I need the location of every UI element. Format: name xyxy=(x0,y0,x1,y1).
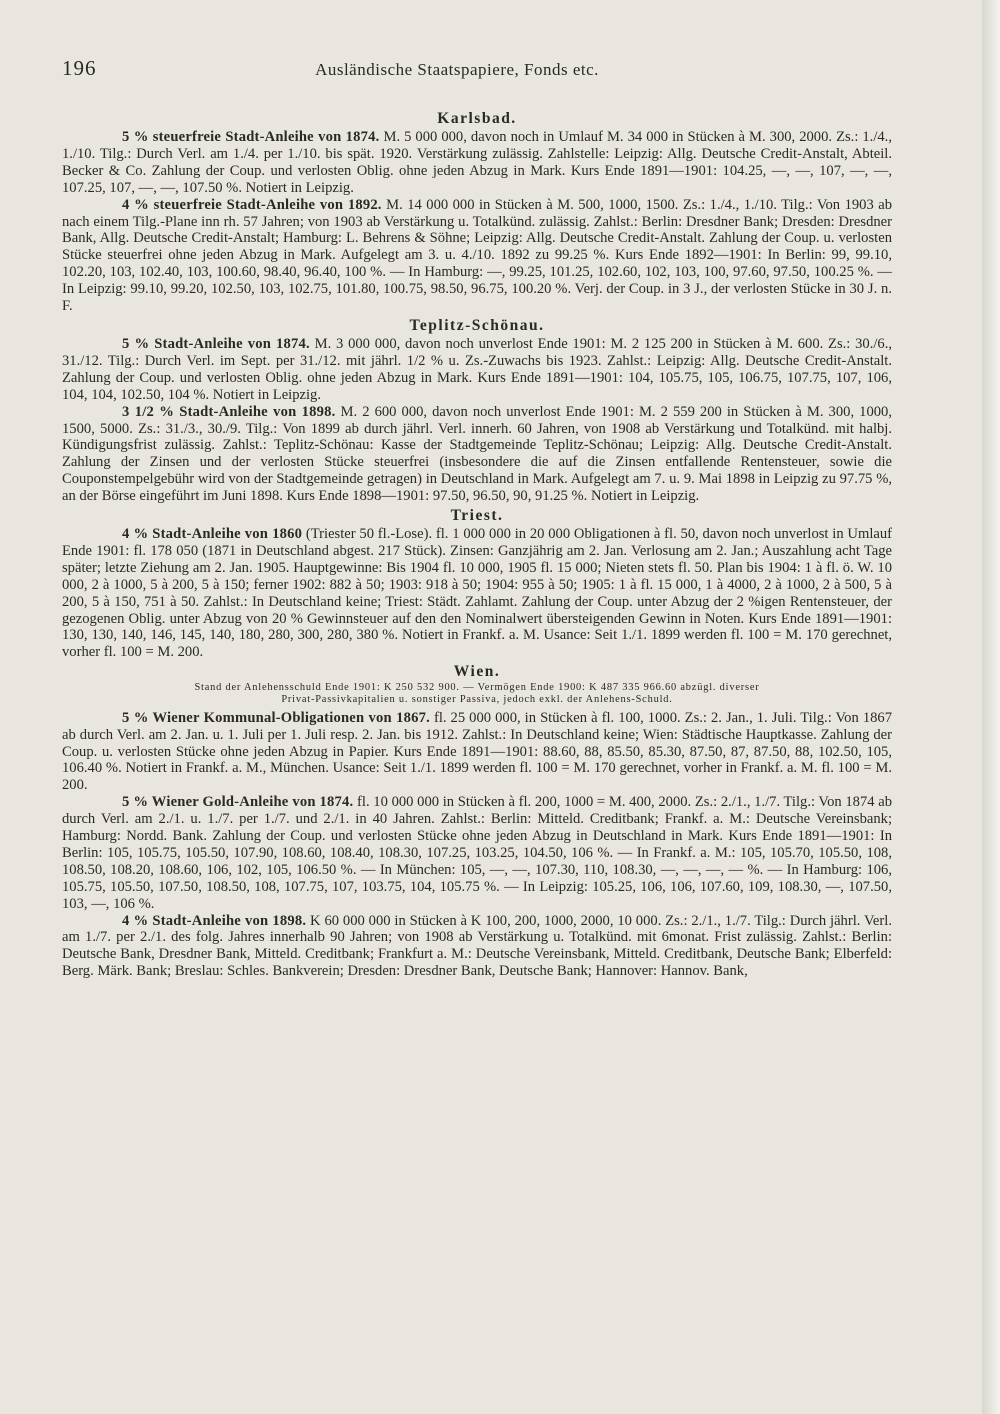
bond-title: 4 % steuerfreie Stadt-Anleihe von 1892. xyxy=(122,196,382,213)
bond-entry xyxy=(62,526,892,661)
section-triest xyxy=(62,507,892,661)
bond-text: K 60 000 000 in Stücken à K 100, 200, 1000, 2000, 10 000. Zs.: 2./1., 1./7. Tilg.: Durch jährl. Verl. am 1./7. per 2./1. des folg. Jahres innerhalb 90 Jahren; von 1908 ab Verstärkung u. Totalkünd. mit 6monat. Frist zulässig. Zahlst.: Berlin: Deutsche Bank, Dresdner Bank, Mitteld. Creditbank; Frankfurt a. M.: Deutsche Vereinsbank, Mitteld. Creditbank, Deutsche Bank; Elberfeld: Berg. Märk. Bank; Breslau: Schles. Bankverein; Dresden: Dresdner Bank, Deutsche Bank; Hannover: Hannov. Bank, xyxy=(62,912,892,980)
bond-entry xyxy=(62,336,892,404)
section-wien xyxy=(62,663,892,980)
running-title: Ausländische Staatspapiere, Fonds etc. xyxy=(315,60,599,79)
section-title: Triest. xyxy=(450,507,504,525)
bond-title: 3 1/2 % Stadt-Anleihe von 1898. xyxy=(122,403,336,420)
section-title: Karlsbad. xyxy=(437,110,517,127)
bond-title: 5 % Wiener Gold-Anleihe von 1874. xyxy=(122,794,354,811)
bond-text: M. 5 000 000, davon noch in Umlauf M. 34 000 in Stücken à M. 300, 2000. Zs.: 1./4., 1./10. Tilg.: Durch Verl. am 1./4. per 1./10. bis spät. 1920. Verstärkung zulässig. Zahlstelle: Leipzig: Allg. Deutsche Credit-Anstalt, Abteil. Becker & Co. Zahlung der Coup. und verlosten Oblig. ohne jeden Abzug in Mark. Kurs Ende 1891—1901: 104.25, —, —, 107, —, —, 107.25, 107, —, —, 107.50 %. Notiert in Leipzig. xyxy=(62,129,892,196)
bond-entry xyxy=(62,404,892,505)
bond-entry xyxy=(62,129,892,197)
bond-text: M. 2 600 000, davon noch unverlost Ende 1901: M. 2 559 200 in Stücken à M. 300, 1000, 1500, 5000. Zs.: 31./3., 30./9. Tilg.: Von 1899 ab durch jährl. Verl. innerh. 60 Jahren, von 1908 ab Verstärkung und Totalkünd. mit halbj. Kündigungsfrist zulässig. Zahlst.: Teplitz-Schönau: Kasse der Stadtgemeinde Teplitz-Schönau; Leipzig: Allg. Deutsche Credit-Anstalt. Zahlung der Zinsen und der verlosten Stücke steuerfrei (insbesondere die auf die Zinsen entfallende Rentensteuer, sowie die Couponstempelgebühr wird von der Stadtgemeinde getragen) in Deutschland in Mark. Aufgelegt am 7. u. 9. Mai 1898 in Leipzig zu 97.75 %, an der Börse eingeführt im Juni 1898. Kurs Ende 1898—1901: 97.50, 96.50, 90, 91.25 %. Notiert in Leipzig. xyxy=(62,403,892,505)
bond-text: M. 3 000 000, davon noch unverlost Ende 1901: M. 2 125 200 in Stücken à M. 600. Zs.: 30./6., 31./12. Tilg.: Durch Verl. im Sept. per 31./12. mit jährl. 1/2 % u. Zs.-Zuwachs bis 1923. Zahlst.: Leipzig: Allg. Deutsche Credit-Anstalt. Zahlung der Coup. und verlosten Oblig. ohne jeden Abzug in Mark. Kurs Ende 1891—1901: 104, 105.75, 105, 106.75, 107.75, 107, 106, 104, 104, 102.50, 104 %. Notiert in Leipzig. xyxy=(62,335,892,403)
bond-entry xyxy=(62,913,892,981)
page-number: 196 xyxy=(62,56,97,80)
section-title: Wien. xyxy=(453,663,501,681)
bond-title: 4 % Stadt-Anleihe von 1860 xyxy=(122,526,303,543)
bond-entry xyxy=(62,197,892,315)
bond-text: fl. 10 000 000 in Stücken à fl. 200, 1000 = M. 400, 2000. Zs.: 2./1., 1./7. Tilg.: Von 1874 ab durch Verl. am 2./1. u. 1./7. per 1./7. und 2./1. in 40 Jahren. Zahlst.: Berlin: Mitteld. Creditbank; Frankf. a. M.: Deutsche Vereinsbank; Hamburg: Nordd. Bank. Zahlung der Coup. und verlosten Stücke ohne jeden Abzug in Deutschland in Mark. Kurs Ende 1891—1901: In Berlin: 105, 105.75, 105.50, 107.90, 108.60, 108.40, 108.30, 107.25, 103.25, 104.50, 106 %. — In Frankf. a. M.: 105, 105.70, 105.50, 108, 108.50, 108.20, 108.60, 106, 102, 105, 106.50 %. — In München: 105, —, —, 107.30, 110, 108.30, —, —, —, — %. — In Hamburg: 106, 105.75, 105.50, 107.50, 108.50, 108, 107.75, 107, 103.75, 104, 105.75 %. — In Leipzig: 105.25, 106, 106, 107.60, 109, 108.30, —, 107.50, 103, —, 106 %. xyxy=(62,794,893,912)
bond-entry xyxy=(62,794,892,912)
note-line: Stand der Anlehensschuld Ende 1901: K 250 532 900. — Vermögen Ende 1900: K 487 335 966.60 abzügl. diverser xyxy=(194,682,760,694)
section-karlsbad xyxy=(62,110,892,315)
bond-text: (Triester 50 fl.-Lose). fl. 1 000 000 in 20 000 Obligationen à fl. 50, davon noch unverlost in Umlauf Ende 1901: fl. 178 050 (1871 in Deutschland abgest. 217 Stück). Zinsen: Ganzjährig am 2. Jan. Verlosung am 2. Jan.; Auszahlung acht Tage später; letzte Ziehung am 2. Jan. 1905. Hauptgewinne: Bis 1904 fl. 10 000, 1905 fl. 15 000; Nieten stets fl. 50. Plan bis 1904: 1 à fl. ö. W. 10 000, 2 à 1000, 5 à 200, 5 à 150; ferner 1902: 882 à 50; 1903: 918 à 50; 1904: 955 à 50; 1905: 1 à fl. 15 000, 1 à 4000, 2 à 1000, 2 à 500, 5 à 200, 5 à 150, 751 à 50. Zahlst.: In Deutschland keine; Triest: Städt. Zahlamt. Zahlung der Coup. unter Abzug der 2 %igen Rentensteuer, der gezogenen Oblig. unter Abzug von 20 % Gewinnsteuer auf den den Nominalwert übersteigenden Gewinn in Noten. Kurs Ende 1891—1901: 130, 130, 140, 146, 145, 140, 180, 280, 300, 280, 380 %. Notiert in Frankf. a. M. Usance: Seit 1./1. 1899 werden fl. 100 = M. 170 gerechnet, vorher fl. 100 = M. 200. xyxy=(62,526,893,661)
section-title: Teplitz-Schönau. xyxy=(409,316,545,334)
debt-status-note xyxy=(62,682,892,706)
bond-text: fl. 25 000 000, in Stücken à fl. 100, 1000. Zs.: 2. Jan., 1. Juli. Tilg.: Von 1867 ab durch Verl. am 2. Jan. u. 1. Juli per 1. Juli resp. 2. Jan. bis 1912. Zahlst.: In Deutschland keine; Wien: Städtische Hauptkasse. Zahlung der Coup. u. verlosten Stücke ohne jeden Abzug in Papier. Kurs Ende 1891—1901: 88.60, 88, 85.50, 85.30, 87.50, 87, 87.50, 88, 102.50, 105, 106.40 %. Notiert in Frankf. a. M., München. Usance: Seit 1./1. 1899 werden fl. 100 = M. 170 gerechnet, vorher in Frankf. a. M. fl. 100 = M. 200. xyxy=(62,709,893,794)
bond-title: 5 % Stadt-Anleihe von 1874. xyxy=(122,335,310,352)
page-edge-shadow xyxy=(982,0,1000,1414)
bond-title: 4 % Stadt-Anleihe von 1898. xyxy=(122,912,307,929)
section-teplitz-schoenau xyxy=(62,317,892,505)
note-line: Privat-Passivkapitalien u. sonstiger Passiva, jedoch exkl. der Anlehens-Schuld. xyxy=(281,694,673,706)
page-header xyxy=(62,56,892,92)
bond-text: M. 14 000 000 in Stücken à M. 500, 1000, 1500. Zs.: 1./4., 1./10. Tilg.: Von 1903 ab nach einem Tilg.-Plane inn rh. 57 Jahren; von 1903 ab Verstärkung u. Totalkünd. zulässig. Zahlst.: Berlin: Dresdner Bank; Dresden: Dresdner Bank, Allg. Deutsche Credit-Anstalt; Hamburg: L. Behrens & Söhne; Leipzig: Allg. Deutsche Credit-Anstalt. Zahlung der Coup. u. verlosten Stücke steuerfrei ohne jeden Abzug in Mark. Aufgelegt am 3. u. 4./10. 1892 zu 99.25 %. Kurs Ende 1892—1901: In Berlin: 99, 99.10, 102.20, 103, 102.40, 103, 100.60, 98.40, 96.40, 100 %. — In Hamburg: —, 99.25, 101.25, 102.60, 102, 103, 100, 97.60, 97.50, 100.25 %. — In Leipzig: 99.10, 99.20, 102.50, 103, 102.75, 101.80, 100.75, 98.50, 96.75, 100.20 %. Verj. der Coup. in 3 J., der verlosten Stücke in 30 J. n. F. xyxy=(62,196,892,315)
bond-title: 5 % Wiener Kommunal-Obligationen von 1867. xyxy=(122,709,430,726)
bond-entry xyxy=(62,710,892,795)
bond-title: 5 % steuerfreie Stadt-Anleihe von 1874. xyxy=(122,129,380,145)
